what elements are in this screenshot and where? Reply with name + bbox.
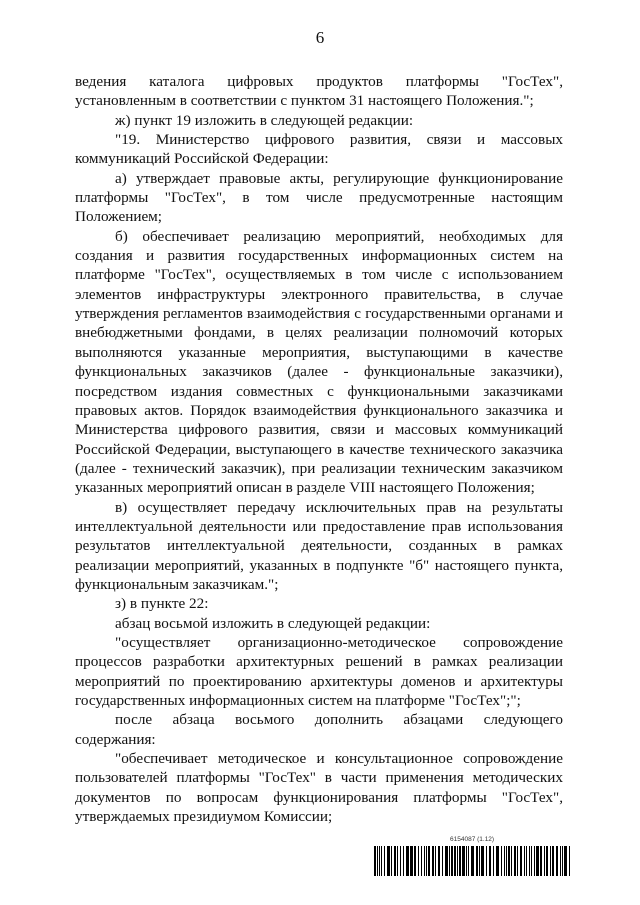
barcode-bar [432,846,434,876]
barcode-bar [471,846,474,876]
paragraph: "19. Министерство цифрового развития, связи и массовых коммуникаций Российской Федерации: [75,131,563,168]
barcode-bar [476,846,478,876]
barcode-bar [526,846,527,876]
barcode-bar [489,846,491,876]
barcode-bar [564,846,567,876]
barcode-bar [514,846,516,876]
paragraph: после абзаца восьмого дополнить абзацами следующего содержания: [75,711,563,748]
page-number: 6 [315,28,325,47]
barcode-bar [410,846,413,876]
barcode-bar [496,846,499,876]
barcode-bar [457,846,458,876]
paragraph: ж) пункт 19 изложить в следующей редакции: [115,111,414,129]
barcode-bar [384,846,385,876]
barcode-bar [520,846,522,876]
barcode-bar [531,846,532,876]
barcode-bar [534,846,535,876]
barcode-bar [462,846,465,876]
barcode-bar [536,846,539,876]
barcode-bar [479,846,480,876]
barcode-bar [406,846,409,876]
paragraph: "осуществляет организационно-методическое сопровождение процессов разработки архитектурных решений в рамках реализации мероприятий по проектированию архитектуры доменов и архитектуры государственных информационных систем на платформе "ГосТех";"; [75,633,563,709]
barcode-bar [435,846,436,876]
barcode-bar [524,846,525,876]
paragraph: з) в пункте 22: [115,595,209,613]
barcode-bar [511,846,512,876]
barcode-bar [374,846,376,876]
document-body [75,72,563,826]
barcode-bar [426,846,427,876]
barcode-bar [506,846,507,876]
barcode-bar [468,846,469,876]
barcode-bar [550,846,551,876]
barcode-bar [466,846,467,876]
barcode-bar [445,846,448,876]
barcode-bar [459,846,461,876]
barcode-bar [391,846,392,876]
barcode-bar [508,846,510,876]
barcode-bar [379,846,380,876]
barcode-bar [493,846,494,876]
barcode-bar [529,846,530,876]
barcode-bar [562,846,563,876]
paragraph: ведения каталога цифровых продуктов платформы "ГосТех", установленным в соответствии с пунктом 31 настоящего Положения."; [75,73,563,110]
barcode-bar [418,846,419,876]
barcode-bar [387,846,390,876]
barcode-bar [438,846,440,876]
paragraph: абзац восьмой изложить в следующей редакции: [115,614,431,632]
barcode-bar [403,846,404,876]
barcode-bar [486,846,487,876]
paragraph: "обеспечивает методическое и консультационное сопровождение пользователей платформы "ГосТех" в части применения методических документов по вопросам функционирования платформы "ГосТех", утверждаемых президиумом Комиссии; [75,750,563,826]
barcode-bar [504,846,505,876]
barcode-bar [394,846,396,876]
barcode-bar [414,846,416,876]
barcode-bar [556,846,558,876]
paragraph: в) осуществляет передачу исключительных прав на результаты интеллектуальной деятельности или предоставление прав использования результатов интеллектуальной деятельности, созданных в рамках реализации мероприятий, указанных в подпункте "б" настоящего пункта, функциональным заказчикам."; [75,498,563,593]
barcode-bar [451,846,453,876]
barcode-bar [552,846,554,876]
barcode-bar [546,846,548,876]
barcode-bar [454,846,456,876]
barcode-bar [569,846,570,876]
barcode-bar [544,846,545,876]
barcode-bar [381,846,382,876]
barcode-bar [377,846,378,876]
barcode-bar [517,846,518,876]
barcode-bar [397,846,398,876]
barcode-bar [501,846,502,876]
barcode-bar [421,846,422,876]
barcode-bar [560,846,561,876]
barcode-bar [428,846,430,876]
barcode-bar [442,846,443,876]
document-code: 6154087 (1.12) [450,836,495,843]
barcode-icon [374,846,572,876]
barcode-bar [481,846,484,876]
paragraph: а) утверждает правовые акты, регулирующие функционирование платформы "ГосТех", в том числе предусмотренные настоящим Положением; [75,169,563,226]
barcode-bar [449,846,450,876]
barcode-bar [540,846,542,876]
paragraph: б) обеспечивает реализацию мероприятий, необходимых для создания и развития государственных информационных систем на платформе "ГосТех", осуществляемых в том числе с использованием элементов инфраструктуры электронного правительства, в случае утверждения регламентов взаимодействия с государственными органами и внебюджетными фондами, в целях реализации полномочий которых выполняются указанные мероприятия, выступающими в качестве функциональных заказчиков (далее - функциональные заказчики), посредством издания совместных с функциональными заказчиками правовых актов. Порядок взаимодействия функционального заказчика и Министерства цифрового развития, связи и массовых коммуникаций Российской Федерации, выступающего в качестве технического заказчика (далее - технический заказчик), при реализации техническим заказчиком указанных мероприятий описан в разделе VIII настоящего Положения; [75,227,563,497]
barcode-bar [424,846,425,876]
barcode-bar [400,846,401,876]
